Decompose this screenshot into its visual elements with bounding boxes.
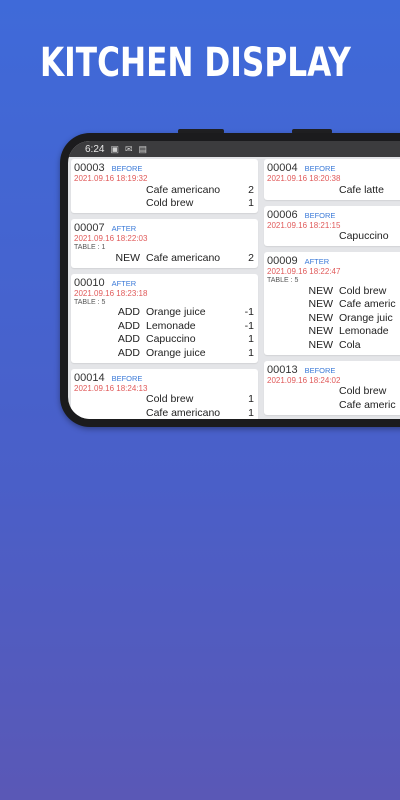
order-header xyxy=(74,222,254,234)
item-name: Capuccino xyxy=(146,333,196,346)
order-header xyxy=(267,209,400,221)
order-card[interactable] xyxy=(264,252,400,355)
order-header xyxy=(267,255,400,267)
order-column-right xyxy=(264,159,400,419)
item-quantity: -1 xyxy=(244,306,254,319)
order-number: 00006 xyxy=(267,208,298,221)
order-item-row xyxy=(74,319,254,333)
mail-notification-icon: ✉ xyxy=(124,143,133,154)
item-action: ADD xyxy=(117,306,140,319)
order-item-row xyxy=(74,406,254,419)
order-item-row xyxy=(74,346,254,360)
order-number: 00010 xyxy=(74,276,105,289)
item-quantity: 2 xyxy=(248,183,254,196)
status-bar xyxy=(68,141,400,157)
order-item-row xyxy=(74,333,254,347)
item-action: NEW xyxy=(308,298,333,311)
order-state-badge: BEFORE xyxy=(304,164,336,173)
app-notification-icon: ▤ xyxy=(138,143,148,154)
order-card[interactable] xyxy=(71,219,258,268)
phone-screen xyxy=(68,141,400,419)
order-item-row xyxy=(267,311,400,325)
order-table-label: TABLE : 5 xyxy=(74,298,106,306)
order-item-row xyxy=(267,338,400,352)
order-state-badge: AFTER xyxy=(304,257,330,266)
order-timestamp: 2021.09.16 18:22:03 xyxy=(74,234,148,243)
order-item-row xyxy=(267,385,400,399)
item-name: Cold brew xyxy=(146,197,194,210)
order-column-left xyxy=(71,159,258,419)
item-name: Cola xyxy=(339,338,361,351)
item-name: Orange juic xyxy=(339,311,393,324)
order-number: 00014 xyxy=(74,371,105,384)
order-item-row xyxy=(267,298,400,312)
item-name: Lemonade xyxy=(339,325,389,338)
order-card[interactable] xyxy=(264,159,400,200)
image-notification-icon: ▣ xyxy=(110,143,119,154)
order-header xyxy=(267,364,400,376)
order-timestamp: 2021.09.16 18:20:38 xyxy=(267,174,341,183)
order-board xyxy=(68,159,400,419)
item-name: Orange juice xyxy=(146,306,206,319)
item-name: Cold brew xyxy=(339,284,387,297)
item-name: Cafe americ xyxy=(339,298,396,311)
status-time: 6:24 xyxy=(85,143,105,155)
order-state-badge: BEFORE xyxy=(111,373,143,383)
order-header xyxy=(74,277,254,289)
order-item-row xyxy=(267,183,400,197)
item-name: Cafe americano xyxy=(146,251,221,264)
order-state-badge: BEFORE xyxy=(111,164,143,173)
order-timestamp: 2021.09.16 18:21:15 xyxy=(267,220,341,230)
order-state-badge: AFTER xyxy=(111,224,137,233)
item-name: Cafe americ xyxy=(339,398,396,411)
item-quantity: 2 xyxy=(248,251,254,264)
item-name: Cafe americano xyxy=(146,183,221,196)
item-action: ADD xyxy=(117,346,140,359)
order-card[interactable] xyxy=(264,361,400,415)
item-name: Cafe latte xyxy=(339,183,384,196)
item-quantity: 1 xyxy=(248,333,254,346)
item-action: NEW xyxy=(308,311,333,324)
order-state-badge: AFTER xyxy=(111,278,137,288)
item-quantity: -1 xyxy=(244,319,254,332)
phone-frame xyxy=(60,133,400,427)
order-card[interactable] xyxy=(71,369,258,420)
item-name: Orange juice xyxy=(146,346,206,359)
item-action: ADD xyxy=(117,319,140,332)
item-quantity: 1 xyxy=(248,197,254,210)
order-number: 00009 xyxy=(267,255,298,267)
order-card[interactable] xyxy=(264,206,400,247)
order-table-label: TABLE : 1 xyxy=(74,244,106,251)
item-name: Lemonade xyxy=(146,319,196,332)
item-quantity: 1 xyxy=(248,406,254,419)
item-action: NEW xyxy=(308,325,333,338)
order-table-label: TABLE : 5 xyxy=(267,277,299,284)
order-card[interactable] xyxy=(71,274,258,363)
order-number: 00003 xyxy=(74,162,105,174)
order-item-row xyxy=(267,325,400,339)
order-timestamp: 2021.09.16 18:22:47 xyxy=(267,267,341,276)
item-action: NEW xyxy=(115,251,140,264)
item-action: ADD xyxy=(117,333,140,346)
order-item-row xyxy=(74,197,254,211)
order-item-row xyxy=(74,251,254,265)
order-item-row xyxy=(267,398,400,412)
order-state-badge: BEFORE xyxy=(304,365,336,375)
order-timestamp: 2021.09.16 18:24:13 xyxy=(74,383,148,393)
item-quantity: 1 xyxy=(248,346,254,359)
item-quantity: 1 xyxy=(248,393,254,406)
item-name: Capuccino xyxy=(339,230,389,243)
item-action: NEW xyxy=(308,338,333,351)
order-timestamp: 2021.09.16 18:23:18 xyxy=(74,288,148,298)
order-card[interactable] xyxy=(71,159,258,213)
order-number: 00013 xyxy=(267,363,298,376)
order-item-row xyxy=(267,284,400,298)
order-item-row xyxy=(267,230,400,244)
order-item-row xyxy=(74,183,254,197)
order-item-row xyxy=(74,306,254,320)
item-name: Cafe americano xyxy=(146,406,221,419)
order-header xyxy=(267,162,400,174)
order-item-row xyxy=(74,393,254,407)
item-action: NEW xyxy=(308,284,333,297)
item-name: Cold brew xyxy=(339,385,387,398)
order-number: 00007 xyxy=(74,222,105,234)
item-name: Cold brew xyxy=(146,393,194,406)
order-timestamp: 2021.09.16 18:19:32 xyxy=(74,174,148,183)
order-timestamp: 2021.09.16 18:24:02 xyxy=(267,375,341,385)
order-state-badge: BEFORE xyxy=(304,210,336,220)
order-header xyxy=(74,162,254,174)
headline: KITCHEN DISPLAY xyxy=(40,40,351,86)
order-header xyxy=(74,372,254,384)
order-number: 00004 xyxy=(267,162,298,174)
